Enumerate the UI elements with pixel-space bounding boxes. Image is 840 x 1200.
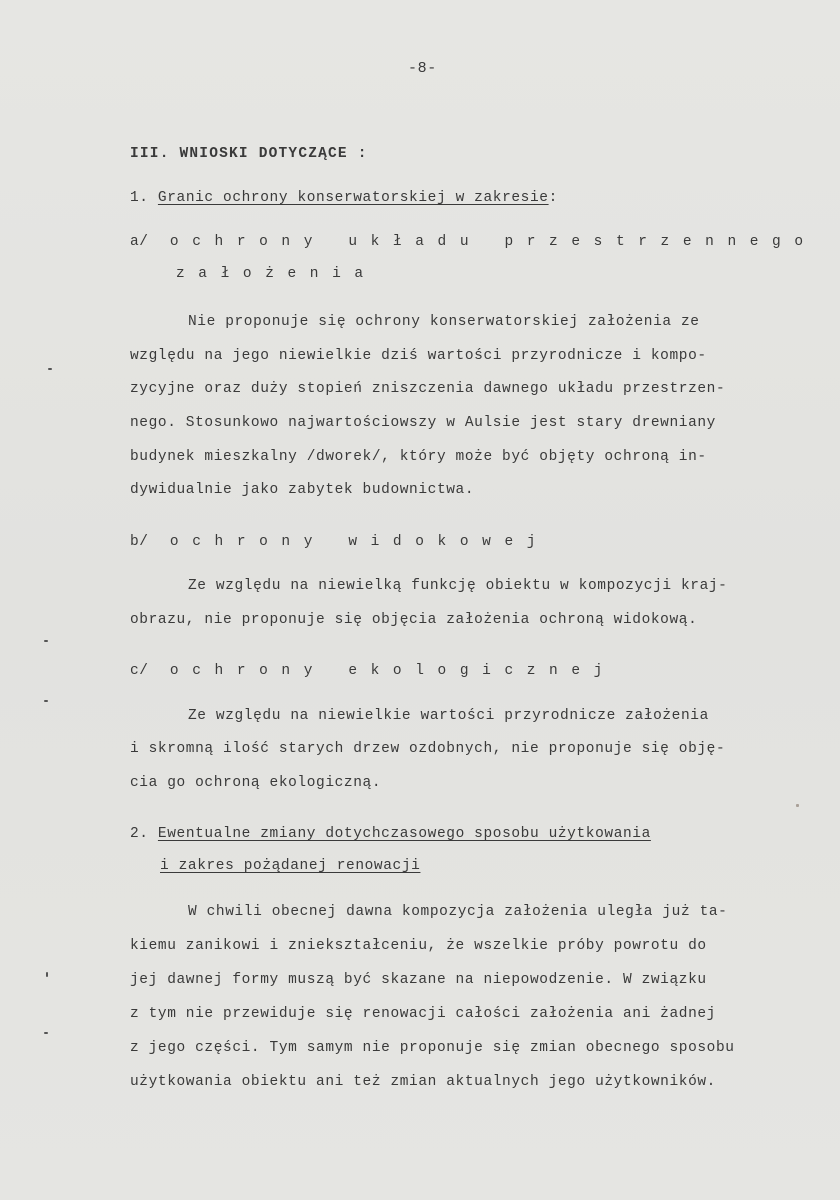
paragraph-c-line: Ze względu na niewielkie wartości przyrodnicze założenia <box>188 708 709 724</box>
paragraph-2-line: użytkowania obiektu ani też zmian aktualnych jego użytkowników. <box>130 1074 716 1090</box>
section1-label: 1. <box>130 190 149 206</box>
paragraph-a-line: względu na jego niewielkie dziś wartości przyrodnicze i kompo- <box>130 348 707 364</box>
margin-mark <box>46 972 48 977</box>
section2-label: 2. <box>130 826 149 842</box>
subsection-b-label: b/ <box>130 534 149 550</box>
margin-mark <box>44 1032 48 1034</box>
subsection-a-title-line2: założenia <box>176 266 377 282</box>
section1-title: Granic ochrony konserwatorskiej w zakresie <box>157 190 549 206</box>
section1-colon: : <box>548 190 558 206</box>
margin-mark <box>44 700 48 702</box>
paper-spot <box>796 804 799 807</box>
page-number: -8- <box>408 60 437 77</box>
margin-mark <box>44 640 48 642</box>
paragraph-a-line: Nie proponuje się ochrony konserwatorskiej założenia ze <box>188 314 700 330</box>
subsection-b-title <box>130 534 549 550</box>
subsection-a-title <box>130 234 817 250</box>
subsection-a-label: a/ <box>130 234 149 250</box>
paragraph-a-line: budynek mieszkalny /dworek/, który może być objęty ochroną in- <box>130 449 707 465</box>
section2-title-line1 <box>130 826 651 842</box>
paragraph-a-line: nego. Stosunkowo najwartościowszy w Aulsie jest stary drewniany <box>130 415 716 431</box>
subsection-b-title-text: ochrony widokowej <box>169 534 550 550</box>
paragraph-a-line: zycyjne oraz duży stopień zniszczenia dawnego układu przestrzen- <box>130 381 726 397</box>
section2-title-text-1: Ewentualne zmiany dotychczasowego sposobu użytkowania <box>157 826 651 842</box>
section1-title-line <box>130 190 558 206</box>
subsection-c-title <box>130 663 616 679</box>
paragraph-2-line: W chwili obecnej dawna kompozycja założenia uległa już ta- <box>188 904 728 920</box>
paragraph-a-line: dywidualnie jako zabytek budownictwa. <box>130 482 475 498</box>
subsection-a-title-line1: ochrony układu przestrzennego <box>169 234 817 250</box>
section-heading: III. WNIOSKI DOTYCZĄCE : <box>130 146 368 162</box>
subsection-c-label: c/ <box>130 663 149 679</box>
margin-mark <box>48 368 52 370</box>
section2-title-line2: i zakres pożądanej renowacji <box>160 858 421 874</box>
paragraph-b-line: obrazu, nie proponuje się objęcia założenia ochroną widokową. <box>130 612 698 628</box>
paragraph-2-line: z jego części. Tym samym nie proponuje się zmian obecnego sposobu <box>130 1040 735 1056</box>
paragraph-2-line: z tym nie przewiduje się renowacji całości założenia ani żadnej <box>130 1006 716 1022</box>
paragraph-2-line: jej dawnej formy muszą być skazane na niepowodzenie. W związku <box>130 972 707 988</box>
paragraph-2-line: kiemu zanikowi i zniekształceniu, że wszelkie próby powrotu do <box>130 938 707 954</box>
paragraph-c-line: cia go ochroną ekologiczną. <box>130 775 382 791</box>
paragraph-c-line: i skromną ilość starych drzew ozdobnych, nie proponuje się obję- <box>130 741 726 757</box>
subsection-c-title-text: ochrony ekologicznej <box>169 663 616 679</box>
paragraph-b-line: Ze względu na niewielką funkcję obiektu w kompozycji kraj- <box>188 578 728 594</box>
